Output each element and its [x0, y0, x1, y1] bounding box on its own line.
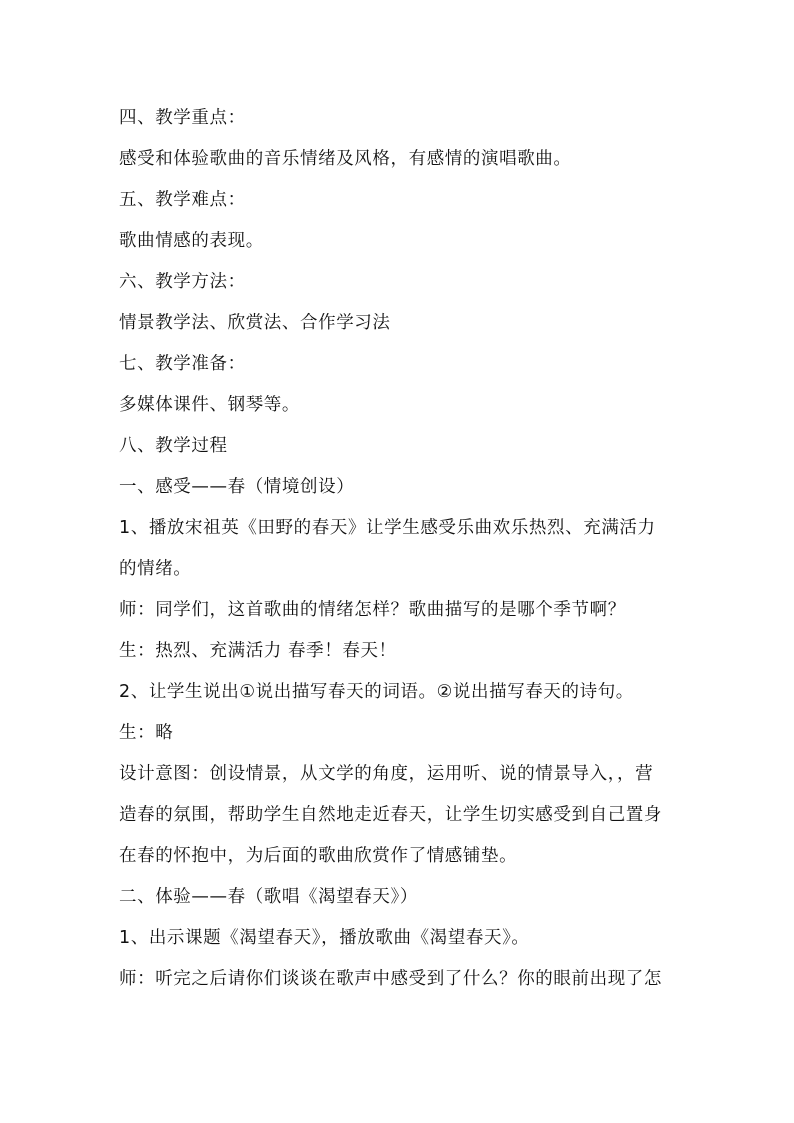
paragraph-teaching-difficulty: 歌曲情感的表现。 [119, 231, 264, 251]
paragraph-line: 1、播放宋祖英《田野的春天》让学生感受乐曲欢乐热烈、充满活力 [119, 518, 656, 538]
paragraph-line: 的情绪。 [119, 559, 192, 579]
design-intent-line: 造春的氛围，帮助学生自然地走近春天，让学生切实感受到自己置身 [119, 805, 662, 825]
paragraph-teaching-focus: 感受和体验歌曲的音乐情绪及风格，有感情的演唱歌曲。 [119, 149, 572, 169]
document-body [119, 104, 679, 1006]
design-intent-line: 设计意图：创设情景，从文学的角度，运用听、说的情景导入，，营 [119, 764, 654, 784]
dialogue-student: 生：略 [119, 723, 174, 743]
section-heading-teaching-process: 八、教学过程 [119, 436, 228, 456]
section-heading-teaching-method: 六、教学方法： [119, 272, 246, 292]
section-heading-teaching-difficulty: 五、教学难点： [119, 190, 246, 210]
section-heading-teaching-preparation: 七、教学准备： [119, 354, 246, 374]
paragraph-teaching-preparation: 多媒体课件、钢琴等。 [119, 395, 300, 415]
subsection-heading-experience-spring: 二、体验——春（歌唱《渴望春天》） [119, 887, 418, 907]
design-intent-line: 在春的怀抱中，为后面的歌曲欣赏作了情感铺垫。 [119, 846, 518, 866]
subsection-heading-feel-spring: 一、感受——春（情境创设） [119, 477, 355, 497]
section-heading-teaching-focus: 四、教学重点： [119, 108, 246, 128]
paragraph-teaching-method: 情景教学法、欣赏法、合作学习法 [119, 313, 391, 333]
dialogue-student: 生：热烈、充满活力 春季！春天！ [119, 641, 397, 661]
dialogue-teacher: 师：听完之后请你们谈谈在歌声中感受到了什么？你的眼前出现了怎 [119, 969, 662, 989]
dialogue-teacher: 师：同学们，这首歌曲的情绪怎样？歌曲描写的是哪个季节啊？ [119, 600, 626, 620]
paragraph-line: 1、出示课题《渴望春天》，播放歌曲《渴望春天》。 [119, 928, 530, 948]
paragraph-line: 2、让学生说出①说出描写春天的词语。②说出描写春天的诗句。 [119, 682, 634, 702]
